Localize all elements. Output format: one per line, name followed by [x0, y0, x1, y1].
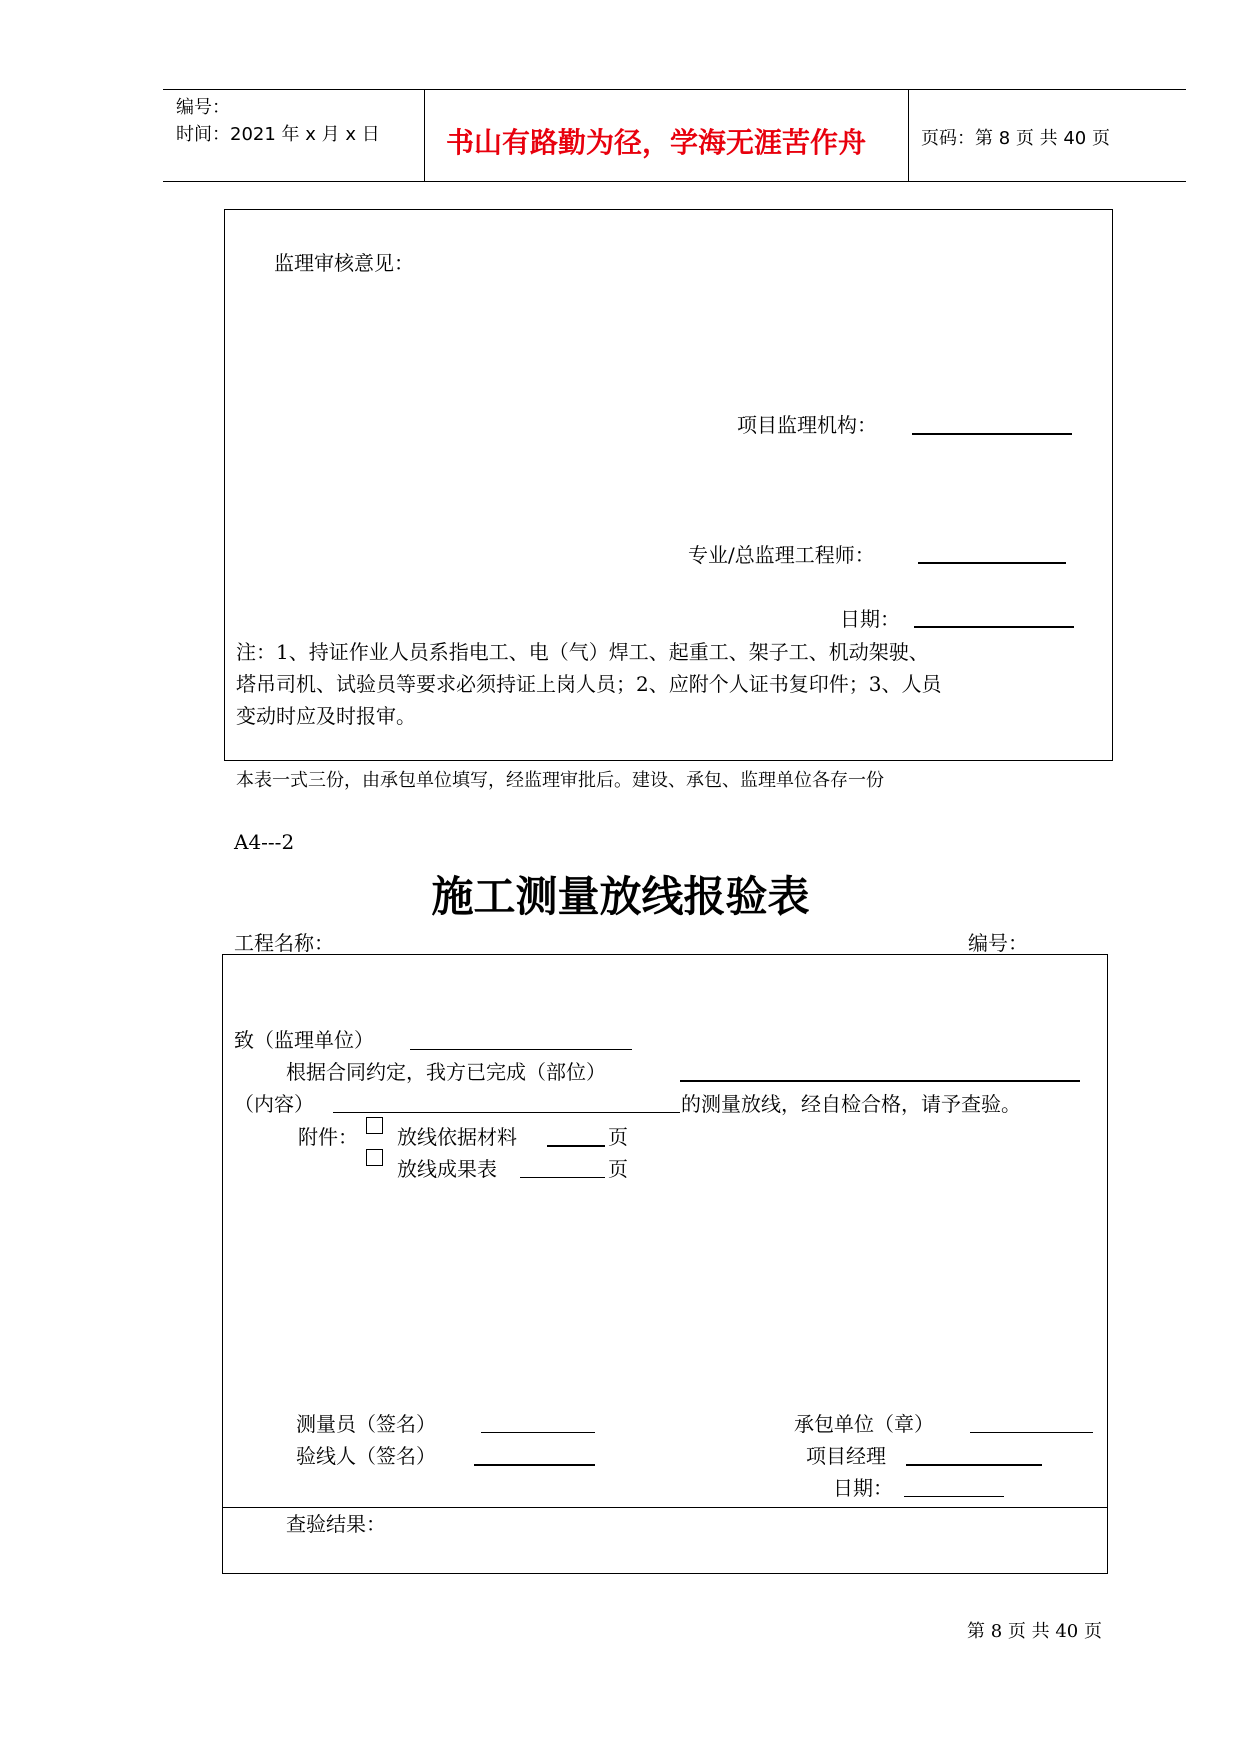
- checker-label: 验线人（签名）: [296, 1444, 436, 1468]
- header-top-rule: [163, 89, 1186, 90]
- result-label: 查验结果：: [286, 1512, 386, 1536]
- header-divider-left: [424, 89, 425, 182]
- location-line: [680, 1080, 1080, 1082]
- chief-engineer-line: [918, 562, 1066, 564]
- attachment-2-checkbox[interactable]: [366, 1149, 383, 1166]
- header-page-info: 页码：第 8 页 共 40 页: [921, 128, 1110, 149]
- attachment-label: 附件：: [298, 1125, 358, 1149]
- review-opinion-label: 监理审核意见：: [274, 251, 414, 275]
- manager-label: 项目经理: [806, 1444, 886, 1468]
- header-motto: 书山有路勤为径，学海无涯苦作舟: [446, 126, 867, 159]
- attachment-1-unit: 页: [608, 1125, 628, 1149]
- attachment-1-checkbox[interactable]: [366, 1117, 383, 1134]
- manager-line: [906, 1464, 1042, 1466]
- note-line-3: 变动时应及时报审。: [236, 704, 416, 728]
- content-line: [333, 1112, 680, 1113]
- supervision-agency-label: 项目监理机构：: [737, 413, 877, 437]
- contractor-label: 承包单位（章）: [794, 1412, 934, 1436]
- header-number-label: 编号：: [176, 97, 230, 118]
- form-title: 施工测量放线报验表: [431, 872, 810, 921]
- attachment-2-unit: 页: [608, 1157, 628, 1181]
- supervision-agency-line: [912, 433, 1072, 435]
- survey-date-line: [904, 1496, 1004, 1497]
- content-suffix: 的测量放线，经自检合格，请予查验。: [681, 1092, 1021, 1116]
- attachment-2-label: 放线成果表: [397, 1157, 497, 1181]
- contract-text: 根据合同约定，我方已完成（部位）: [286, 1060, 606, 1084]
- checker-line: [474, 1464, 595, 1466]
- header-bottom-rule: [163, 181, 1186, 182]
- contractor-line: [970, 1432, 1093, 1433]
- review-date-line: [914, 626, 1074, 628]
- header-time-label: 时间：2021 年 x 月 x 日: [176, 124, 380, 145]
- attachment-1-label: 放线依据材料: [397, 1125, 517, 1149]
- form1-footnote: 本表一式三份，由承包单位填写，经监理审批后。建设、承包、监理单位各存一份: [236, 770, 884, 791]
- to-supervision-label: 致（监理单位）: [234, 1028, 374, 1052]
- note-line-2: 塔吊司机、试验员等要求必须持证上岗人员；2、应附个人证书复印件；3、人员: [236, 672, 942, 696]
- form-code: A4---2: [234, 830, 295, 854]
- footer-page-info: 第 8 页 共 40 页: [967, 1621, 1102, 1642]
- to-supervision-line: [410, 1049, 632, 1050]
- review-date-label: 日期：: [840, 607, 900, 631]
- project-name-label: 工程名称：: [234, 931, 334, 955]
- attachment-1-line: [547, 1145, 605, 1147]
- chief-engineer-label: 专业/总监理工程师：: [688, 543, 875, 567]
- header-divider-right: [908, 89, 909, 182]
- content-label: （内容）: [234, 1092, 314, 1116]
- attachment-2-line: [520, 1177, 605, 1178]
- survey-date-label: 日期：: [833, 1476, 893, 1500]
- surveyor-line: [481, 1432, 595, 1433]
- form-number-label: 编号：: [968, 931, 1028, 955]
- surveyor-label: 测量员（签名）: [296, 1412, 436, 1436]
- note-line-1: 注：1、持证作业人员系指电工、电（气）焊工、起重工、架子工、机动架驶、: [236, 640, 929, 664]
